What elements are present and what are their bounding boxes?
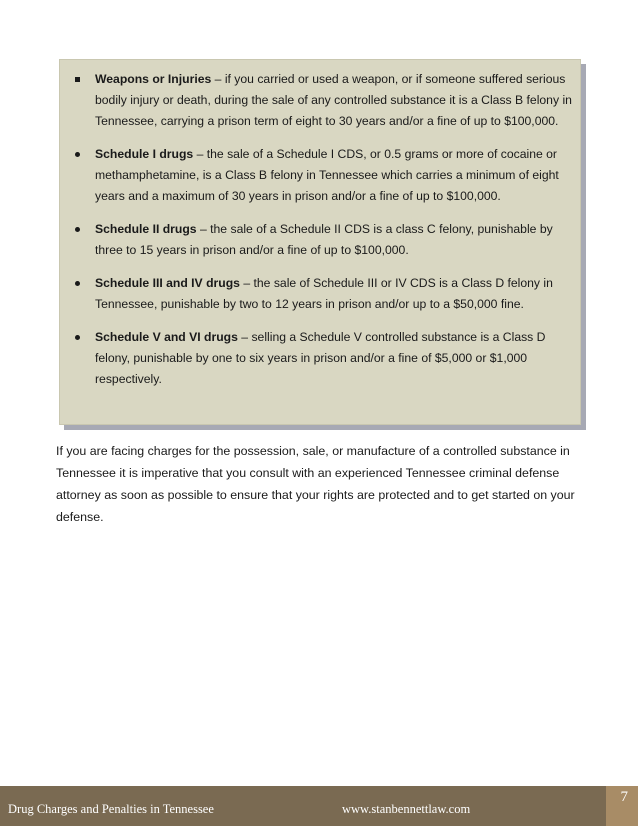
page-number: 7 [620, 789, 628, 805]
list-item-term: Weapons or Injuries [95, 72, 212, 86]
list-item-text: – selling a Schedule V controlled substance is a Class D felony, punishable by one to six years in prison and/or a fine of $5,000 or $1,000 respectively. [95, 330, 546, 386]
list-item-weapons [60, 69, 580, 132]
list-item-text: – the sale of a Schedule II CDS is a class C felony, punishable by three to 15 years in prison and/or a fine of up to $100,000. [95, 222, 553, 257]
page-footer [0, 786, 638, 826]
bullet-dot-icon [75, 335, 80, 340]
list-item-schedule-1 [60, 144, 580, 207]
bullet-dot-icon [75, 281, 80, 286]
list-item-term: Schedule II drugs [95, 222, 197, 236]
list-item-text: – the sale of Schedule III or IV CDS is a Class D felony in Tennessee, punishable by two to 12 years in prison and/or up to a $50,000 fine. [95, 276, 553, 311]
list-item-term: Schedule V and VI drugs [95, 330, 238, 344]
penalties-callout-box [59, 59, 581, 425]
list-item-schedule-2 [60, 219, 580, 261]
list-item-term: Schedule I drugs [95, 147, 194, 161]
penalties-list [60, 69, 580, 402]
list-item-text: – if you carried or used a weapon, or if someone suffered serious bodily injury or death, during the sale of any controlled substance it is a Class B felony in Tennessee, carrying a prison term of eight to 30 years and/or a fine of up to $100,000. [95, 72, 572, 128]
bullet-square-icon [75, 77, 80, 82]
footer-document-title: Drug Charges and Penalties in Tennessee [8, 802, 214, 816]
bullet-dot-icon [75, 227, 80, 232]
list-item-schedule-3-4 [60, 273, 580, 315]
list-item-schedule-5-6 [60, 327, 580, 390]
bullet-dot-icon [75, 152, 80, 157]
footer-website-link[interactable]: www.stanbennettlaw.com [342, 802, 471, 816]
closing-paragraph: If you are facing charges for the possession, sale, or manufacture of a controlled substance in Tennessee it is imperative that you consult with an experienced Tennessee criminal defense attorney as soon as possible to ensure that your rights are protected and to get started on your defense. [56, 444, 575, 524]
list-item-term: Schedule III and IV drugs [95, 276, 240, 290]
list-item-text: – the sale of a Schedule I CDS, or 0.5 grams or more of cocaine or methamphetamine, is a Class B felony in Tennessee which carries a minimum of eight years and a maximum of 30 years in prison and/or a fine of up to $100,000. [95, 147, 559, 203]
